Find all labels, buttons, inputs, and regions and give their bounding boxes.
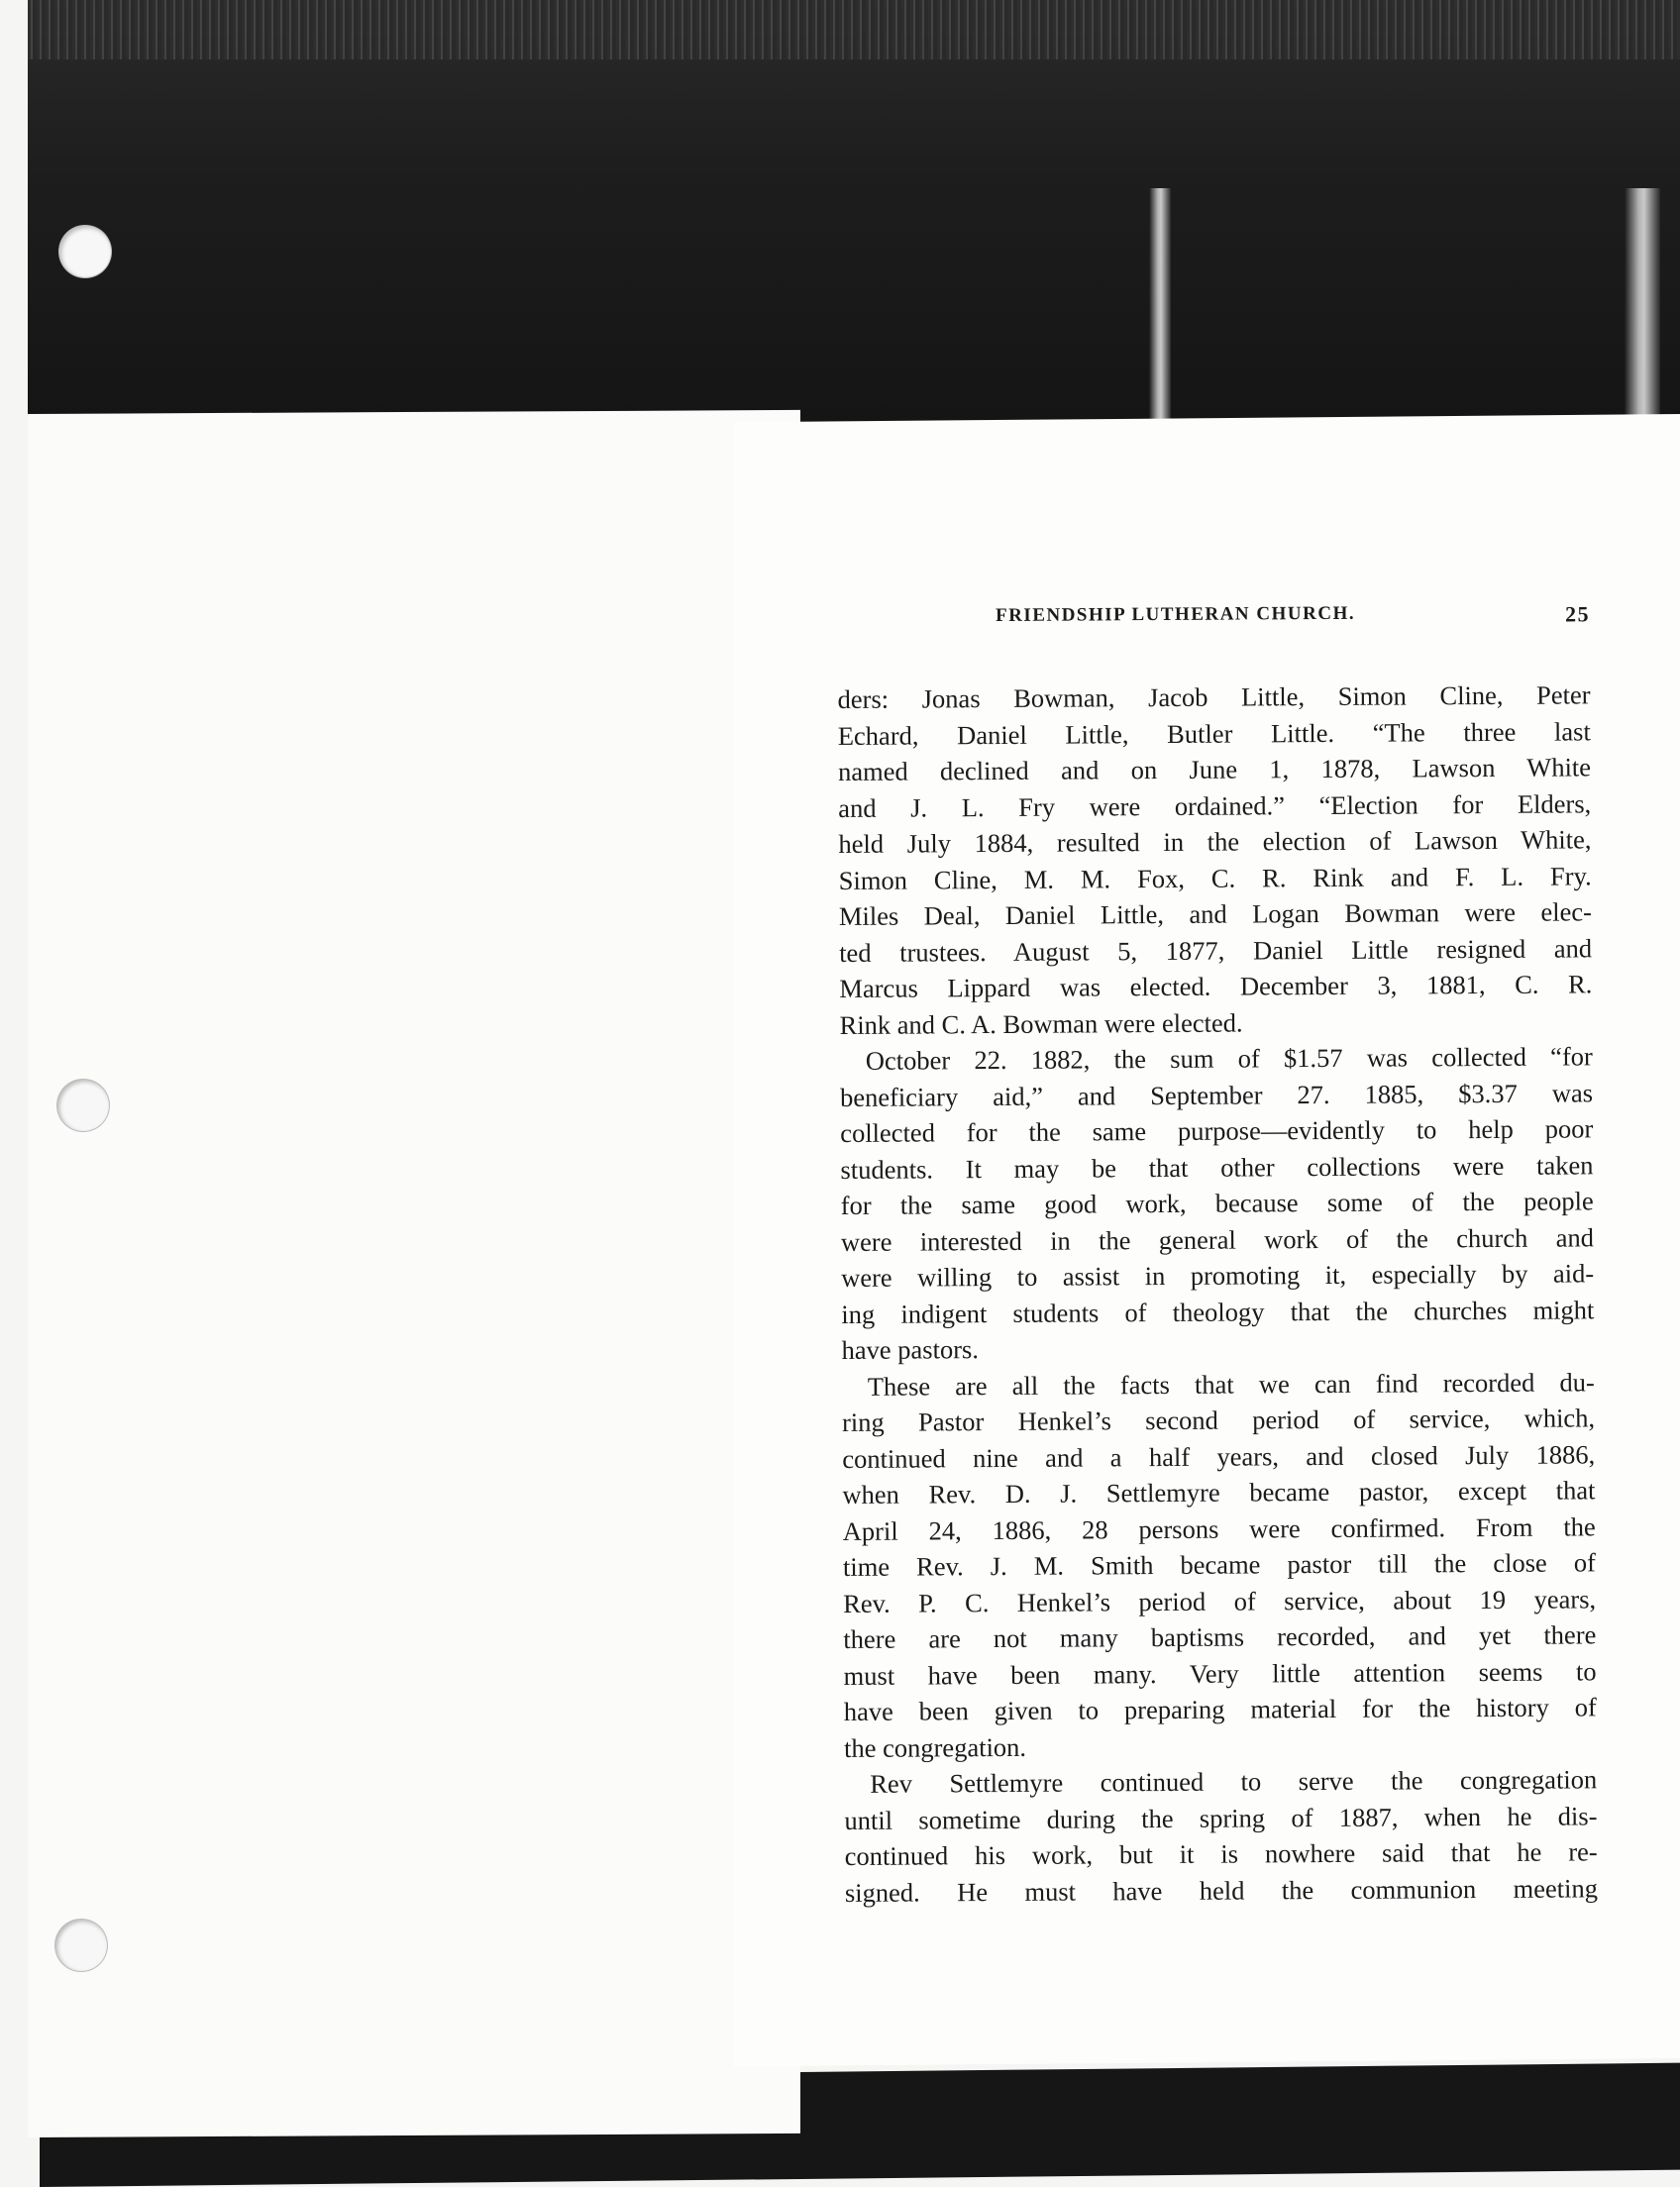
text-line: and J. L. Fry were ordained.” “Election for Elders, bbox=[838, 787, 1592, 823]
scanner-noise bbox=[28, 0, 1680, 59]
text-line: students. It may be that other collections were taken bbox=[840, 1149, 1594, 1185]
text-line: Echard, Daniel Little, Butler Little. “The three last bbox=[837, 715, 1591, 751]
punch-hole-bottom bbox=[55, 1920, 107, 1971]
scanner-background-top bbox=[28, 0, 1680, 446]
text-line: the congregation. bbox=[843, 1731, 1027, 1763]
text-line: ted trustees. August 5, 1877, Daniel Little resigned and bbox=[839, 932, 1593, 968]
text-line: ing indigent students of theology that the churches might bbox=[841, 1294, 1595, 1329]
text-line: signed. He must have held the communion meeting bbox=[844, 1872, 1599, 1908]
book-spine-highlight bbox=[1149, 188, 1171, 446]
page-number: 25 bbox=[1564, 601, 1591, 627]
body-text bbox=[837, 677, 1598, 1911]
text-line: April 24, 1886, 28 persons were confirmed. From the bbox=[842, 1510, 1596, 1546]
text-line: were willing to assist in promoting it, especially by aid- bbox=[841, 1258, 1595, 1293]
book-edge-highlight bbox=[1625, 188, 1660, 446]
text-line: time Rev. J. M. Smith became pastor till the close of bbox=[842, 1547, 1597, 1582]
punch-hole-top bbox=[59, 226, 111, 277]
text-line: there are not many baptisms recorded, and yet there bbox=[843, 1619, 1597, 1654]
running-head-title: FRIENDSHIP LUTHERAN CHURCH. bbox=[995, 602, 1356, 627]
text-line: have pastors. bbox=[841, 1334, 980, 1365]
text-line: ring Pastor Henkel’s second period of service, which, bbox=[841, 1403, 1596, 1437]
text-line: until sometime during the spring of 1887, when he dis- bbox=[844, 1800, 1598, 1835]
text-line: Miles Deal, Daniel Little, and Logan Bowman were elec- bbox=[838, 896, 1592, 931]
punch-hole-middle bbox=[57, 1080, 109, 1131]
text-line: beneficiary aid,” and September 27. 1885, $3.37 was bbox=[839, 1077, 1594, 1112]
text-line: October 22. 1882, the sum of $1.57 was collected “for bbox=[865, 1041, 1593, 1076]
text-line: ders: Jonas Bowman, Jacob Little, Simon Cline, Peter bbox=[837, 679, 1591, 714]
left-blank-page bbox=[28, 410, 800, 2137]
text-line: for the same good work, because some of the people bbox=[840, 1186, 1594, 1220]
text-line: must have been many. Very little attention seems to bbox=[843, 1655, 1597, 1691]
text-line: Simon Cline, M. M. Fox, C. R. Rink and F. L. Fry. bbox=[838, 860, 1592, 895]
text-line: named declined and on June 1, 1878, Lawson White bbox=[837, 752, 1592, 786]
text-line: Rink and C. A. Bowman were elected. bbox=[839, 1007, 1243, 1040]
text-line: have been given to preparing material for the history of bbox=[843, 1692, 1597, 1726]
text-line: continued nine and a half years, and closed July 1886, bbox=[842, 1438, 1596, 1474]
text-line: collected for the same purpose—evidently to help poor bbox=[840, 1113, 1594, 1148]
running-head bbox=[837, 601, 1590, 646]
text-line: continued his work, but it is nowhere said that he re- bbox=[844, 1836, 1598, 1871]
text-line: Rev. P. C. Henkel’s period of service, about 19 years, bbox=[843, 1583, 1597, 1618]
text-line: held July 1884, resulted in the election of Lawson White, bbox=[838, 824, 1592, 859]
text-line: when Rev. D. J. Settlemyre became pastor, except that bbox=[842, 1475, 1596, 1510]
text-line: Marcus Lippard was elected. December 3, 1881, C. R. bbox=[839, 969, 1593, 1003]
text-line: These are all the facts that we can find recorded du- bbox=[867, 1366, 1595, 1402]
text-line: Rev Settlemyre continued to serve the congregation bbox=[870, 1764, 1598, 1799]
page-text-block bbox=[837, 601, 1598, 1911]
text-line: were interested in the general work of the church and bbox=[840, 1221, 1594, 1257]
